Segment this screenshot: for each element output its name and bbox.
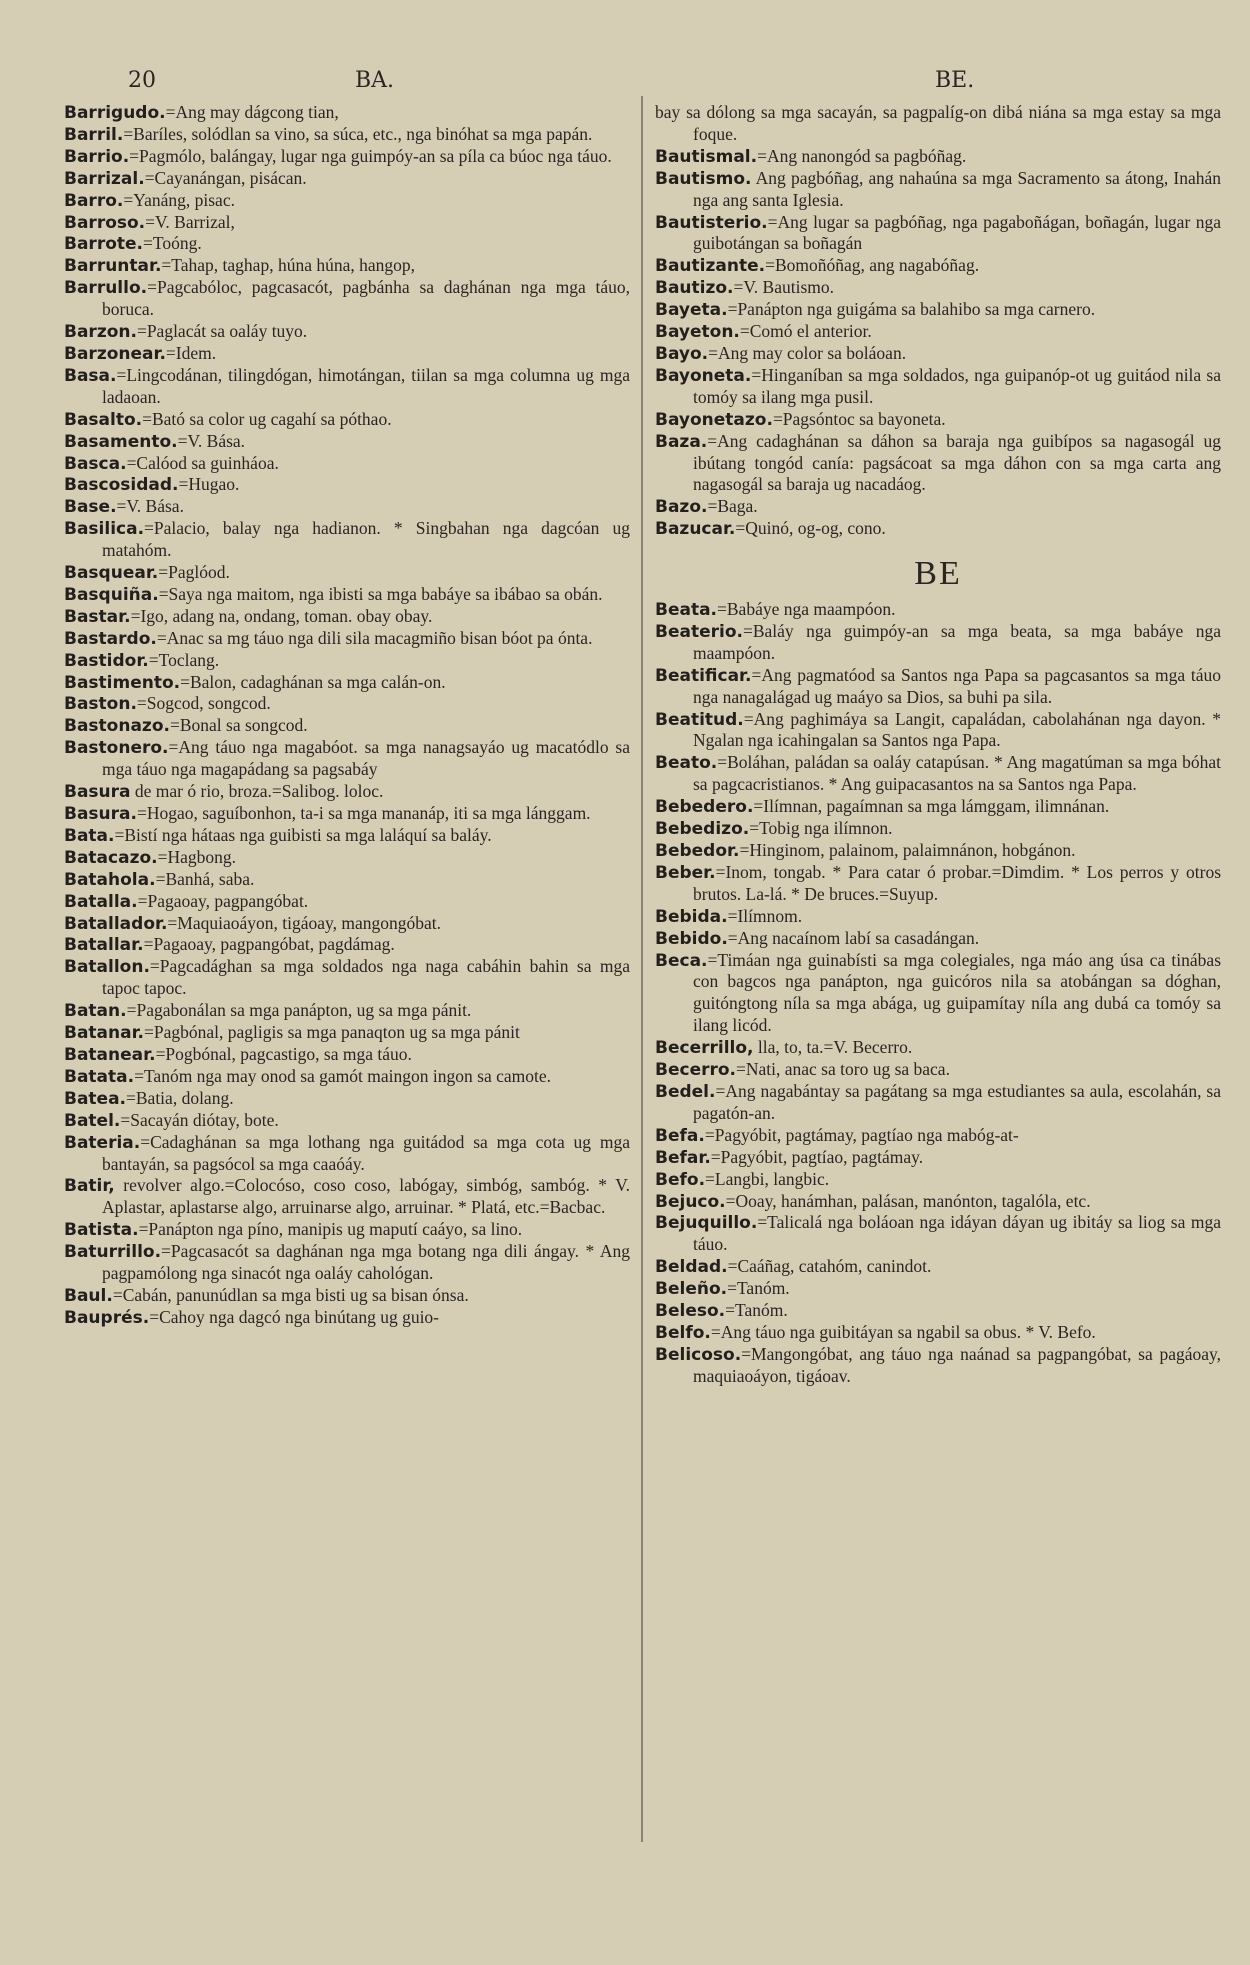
entry-headword: Bebida. — [655, 906, 728, 927]
entry-headword: Bayeton. — [655, 322, 740, 343]
entry-definition: Ang pagbóñag, ang nahaúna sa mga Sacramento sa átong, Inahán nga ang santa Iglesia. — [693, 167, 1221, 210]
entry-headword: Bascosidad. — [64, 475, 179, 496]
entry-headword: Basilica. — [64, 519, 145, 540]
entry-definition: =Ilímnan, pagaímnan sa mga lámggam, ilimnánan. — [753, 796, 1110, 817]
entry-definition: =Maquiaoáyon, tigáoay, mangongóbat. — [167, 912, 442, 933]
entry-definition: =Idem. — [165, 342, 217, 363]
entry-definition: =V. Bása. — [177, 430, 246, 451]
entry-definition: =Ang paghimáya sa Langit, capaládan, cabolahánan nga dayon. * Ngalan nga icahingalan sa Santos nga Papa. — [693, 708, 1221, 751]
left-running-head: BA. — [355, 68, 395, 93]
dictionary-entry — [64, 431, 630, 453]
entry-definition: =Pagbónal, pagligis sa mga panaqton ug sa mga pánit — [144, 1022, 520, 1043]
entry-definition: =Pagyóbit, pagtámay, pagtíao nga mabóg-at- — [704, 1124, 1019, 1145]
entry-headword: Bauprés. — [64, 1307, 150, 1328]
entry-headword: Bejuco. — [655, 1191, 726, 1212]
entry-definition: =Timáan nga guinabísti sa mga colegiales, nga máo ang úsa ca tinábas con bagcos nga panápton, nga guicóros nila sa atobángan sa dóghan, guitóngtong níla sa mga abága, ug guipamítay níla ang dubá ca tomóy sa ilang licód. — [693, 949, 1221, 1036]
entry-headword: Batalla. — [64, 891, 138, 912]
entry-headword: Barrigudo. — [64, 103, 166, 123]
entry-definition: =V. Bautismo. — [733, 277, 834, 298]
dictionary-entry — [64, 869, 630, 891]
entry-definition: =Banhá, saba. — [155, 868, 255, 889]
entry-headword: Beatitud. — [655, 709, 744, 730]
entry-definition: =Pogbónal, pagcastigo, sa mga táuo. — [155, 1043, 412, 1064]
entry-definition: =Batia, dolang. — [126, 1087, 234, 1108]
dictionary-entry — [655, 1037, 1221, 1059]
entry-definition: =Baga. — [707, 496, 758, 517]
entry-definition: =Sogcod, songcod. — [136, 693, 271, 714]
entry-headword: Belicoso. — [655, 1344, 742, 1365]
entry-definition: =Tobig nga ilímnon. — [749, 818, 893, 839]
entry-headword: Becerrillo, — [655, 1038, 754, 1059]
entry-definition: =Calóod sa guinháoa. — [126, 452, 279, 473]
dictionary-entry — [64, 102, 630, 124]
entry-definition: =Ang may color sa boláoan. — [708, 342, 907, 363]
entry-definition: =Pagsóntoc sa bayoneta. — [772, 408, 946, 429]
dictionary-entry — [64, 1175, 630, 1219]
dictionary-entry — [64, 1241, 630, 1285]
dictionary-entry — [64, 190, 630, 212]
entry-definition: =Ang may dágcong tian, — [165, 102, 339, 122]
entry-headword: Bastar. — [64, 606, 131, 627]
entry-headword: Batan. — [64, 1001, 127, 1022]
entry-headword: Barrullo. — [64, 278, 148, 299]
entry-definition: =Talicalá nga boláoan nga idáyan dáyan ug ibitáy sa liog sa mga táuo. — [693, 1212, 1221, 1255]
entry-headword: Beber. — [655, 862, 716, 883]
entry-headword: Becerro. — [655, 1060, 736, 1081]
entry-headword: Barro. — [64, 190, 124, 211]
entry-definition: =Boláhan, paládan sa oaláy catapúsan. * Ang magatúman sa mga bóhat sa pagcacristianos. * Ang guipacasantos na sa Santos nga Papa. — [693, 752, 1221, 795]
dictionary-entry — [64, 1022, 630, 1044]
dictionary-entry — [655, 102, 1221, 146]
entry-headword: Batahola. — [64, 869, 156, 890]
entry-definition: =Cadaghánan sa mga lothang nga guitádod sa mga cota ug mga bantayán, sa pagsócol sa mga caaóáy. — [102, 1131, 630, 1174]
left-column — [64, 102, 630, 1329]
dictionary-entry — [64, 1044, 630, 1066]
entry-definition: =Pagcasacót sa daghánan nga mga botang nga dili ángay. * Ang pagpamólong nga sinacót nga oaláy cahológan. — [102, 1241, 630, 1284]
dictionary-entry — [655, 928, 1221, 950]
entry-headword: Basura. — [64, 804, 137, 824]
entry-definition: =Igo, adang na, ondang, toman. obay obay. — [130, 605, 433, 626]
entry-definition: =Pagyóbit, pagtíao, pagtámay. — [710, 1146, 924, 1167]
entry-headword: Bebedor. — [655, 841, 740, 861]
entry-headword: Bayeta. — [655, 300, 728, 321]
dictionary-entry — [655, 752, 1221, 796]
entry-definition: =Baríles, solódlan sa vino, sa súca, etc., nga binóhat sa mga papán. — [123, 123, 593, 144]
entry-headword: Batallon. — [64, 957, 150, 978]
dictionary-entry — [64, 934, 630, 956]
entry-headword: Barzonear. — [64, 343, 166, 364]
entry-definition: =Lingcodánan, tilingdógan, himotángan, tiilan sa mga columna ug mga ladaoan. — [102, 364, 630, 407]
dictionary-entry — [64, 1219, 630, 1241]
entry-definition: =Ang nagabántay sa pagátang sa mga estudiantes sa aula, escolahán, sa pagatón-an. — [693, 1080, 1221, 1123]
entry-definition: =Bomoñóñag, ang nagabóñag. — [765, 255, 980, 276]
entry-headword: Barruntar. — [64, 256, 162, 277]
entry-headword: Bastidor. — [64, 650, 149, 671]
entry-definition: =Ang cadaghánan sa dáhon sa baraja nga guibípos sa nagasogál ug ibútang tongód canía: pagsácoat sa mga dáhon con sa mga carta ang nagasogál sa baraja ug nacadáog. — [693, 430, 1221, 495]
dictionary-entry — [64, 606, 630, 628]
entry-headword: Beldad. — [655, 1257, 728, 1278]
entry-headword: Batista. — [64, 1220, 139, 1241]
entry-definition: de mar ó rio, broza.=Salibog. loloc. — [130, 781, 384, 802]
entry-headword: Bata. — [64, 825, 115, 846]
entry-headword: Bejuquillo. — [655, 1213, 758, 1234]
entry-headword: Batacazo. — [64, 847, 158, 868]
entry-definition: =Ang nanongód sa pagbóñag. — [757, 145, 967, 166]
entry-definition: =Ang nacaínom labí sa casadángan. — [727, 927, 980, 948]
entry-headword: Befa. — [655, 1125, 705, 1146]
entry-definition: =V. Bása. — [116, 496, 184, 517]
section-heading-be: BE — [914, 555, 962, 593]
entry-definition: =Sacayán diótay, bote. — [120, 1109, 279, 1130]
entry-headword: Batata. — [64, 1066, 135, 1087]
dictionary-entry — [64, 474, 630, 496]
entry-definition: =Cahoy nga dagcó nga binútang ug guio- — [149, 1306, 440, 1327]
entry-headword: Bastimento. — [64, 672, 181, 693]
dictionary-entry — [655, 796, 1221, 818]
dictionary-entry — [64, 737, 630, 781]
dictionary-entry — [655, 343, 1221, 365]
dictionary-entry — [64, 693, 630, 715]
entry-headword: Bautisterio. — [655, 212, 768, 233]
entry-definition: =Nati, anac sa toro ug sa baca. — [736, 1059, 950, 1080]
entry-definition: =Bistí nga hátaas nga guibisti sa mga laláquí sa baláy. — [114, 824, 492, 845]
dictionary-entry — [64, 1088, 630, 1110]
entry-headword: Bayoneta. — [655, 365, 752, 386]
entry-definition: =Yanáng, pisac. — [123, 189, 235, 210]
entry-headword: Bautismo. — [655, 168, 752, 189]
entry-definition: =Ang lugar sa pagbóñag, nga pagaboñágan, boñagán, lugar nga guibotángan sa boñagán — [693, 211, 1221, 254]
entry-definition: =Bató sa color ug cagahí sa póthao. — [142, 408, 392, 429]
entry-headword: Basamento. — [64, 431, 178, 452]
entry-headword: Bautizante. — [655, 256, 766, 277]
dictionary-entry — [64, 1110, 630, 1132]
dictionary-entry — [64, 146, 630, 168]
dictionary-entry — [64, 781, 630, 803]
dictionary-entry — [64, 562, 630, 584]
entry-headword: Batanear. — [64, 1044, 156, 1065]
dictionary-entry — [64, 584, 630, 606]
entry-headword: Bastardo. — [64, 628, 157, 649]
right-column-top-entries — [655, 102, 1221, 540]
dictionary-entry — [655, 518, 1221, 540]
dictionary-entry — [655, 709, 1221, 753]
dictionary-entry — [655, 277, 1221, 299]
entry-headword: Batir, — [64, 1176, 115, 1197]
dictionary-entry — [655, 1278, 1221, 1300]
entry-headword: Bebido. — [655, 928, 728, 949]
dictionary-entry — [64, 518, 630, 562]
entry-headword: Beata. — [655, 600, 718, 621]
entry-definition: bay sa dólong sa mga sacayán, sa pagpalíg-on dibá niána sa mga estay sa mga foque. — [655, 102, 1221, 144]
entry-definition: =Tanóm nga may onod sa gamót maingon ingon sa camote. — [134, 1065, 551, 1086]
dictionary-entry — [64, 650, 630, 672]
dictionary-entry — [64, 124, 630, 146]
dictionary-entry — [655, 1212, 1221, 1256]
entry-definition: =Caáñag, catahóm, canindot. — [727, 1256, 932, 1277]
right-column-be-entries — [655, 599, 1221, 1388]
dictionary-entry — [64, 1132, 630, 1176]
entry-headword: Bazucar. — [655, 519, 736, 540]
dictionary-entry — [655, 1344, 1221, 1388]
entry-definition: =Pagaoay, pagpangóbat, pagdámag. — [143, 934, 395, 955]
entry-headword: Beatificar. — [655, 665, 752, 686]
entry-definition: =Babáye nga maampóon. — [717, 599, 896, 620]
entry-definition: =Tanóm. — [725, 1300, 788, 1321]
entry-definition: =Bonal sa songcod. — [169, 715, 308, 736]
dictionary-entry — [655, 1322, 1221, 1344]
dictionary-entry — [64, 1307, 630, 1329]
entry-definition: =Pagabonálan sa mga panápton, ug sa mga pánit. — [126, 1000, 472, 1021]
entry-headword: Batallar. — [64, 935, 144, 956]
dictionary-entry — [655, 621, 1221, 665]
entry-headword: Batanar. — [64, 1023, 145, 1044]
dictionary-entry — [655, 321, 1221, 343]
dictionary-entry — [655, 409, 1221, 431]
entry-definition: =Anac sa mg táuo nga dili sila macagmiño bisan bóot pa ónta. — [156, 627, 593, 648]
entry-definition: =Cayanángan, pisácan. — [144, 167, 307, 188]
dictionary-entry — [655, 906, 1221, 928]
dictionary-entry — [655, 665, 1221, 709]
entry-headword: Batea. — [64, 1088, 127, 1109]
dictionary-entry — [655, 1169, 1221, 1191]
entry-definition: =Pagaoay, pagpangóbat. — [137, 890, 309, 911]
dictionary-entry — [64, 496, 630, 518]
entry-headword: Base. — [64, 497, 117, 518]
dictionary-entry — [64, 847, 630, 869]
entry-definition: =Comó el anterior. — [739, 321, 872, 342]
dictionary-entry — [655, 599, 1221, 621]
dictionary-entry — [64, 1066, 630, 1088]
dictionary-entry — [655, 862, 1221, 906]
dictionary-entry — [64, 321, 630, 343]
entry-definition: =Pagcadághan sa mga soldados nga naga cabáhin bahin sa mga tapoc tapoc. — [102, 956, 630, 999]
entry-headword: Baturrillo. — [64, 1242, 162, 1263]
dictionary-entry — [655, 950, 1221, 1038]
entry-headword: Befo. — [655, 1169, 706, 1190]
dictionary-entry — [655, 1191, 1221, 1213]
dictionary-entry — [655, 818, 1221, 840]
dictionary-entry — [655, 1059, 1221, 1081]
entry-headword: Beato. — [655, 753, 718, 774]
entry-headword: Basura — [64, 782, 131, 803]
entry-headword: Bayonetazo. — [655, 409, 773, 430]
dictionary-entry — [64, 277, 630, 321]
entry-headword: Bastonero. — [64, 738, 169, 759]
entry-headword: Bateria. — [64, 1132, 141, 1153]
dictionary-entry — [64, 825, 630, 847]
entry-headword: Bebedero. — [655, 797, 754, 818]
dictionary-entry — [64, 453, 630, 475]
dictionary-entry — [64, 343, 630, 365]
dictionary-entry — [64, 233, 630, 255]
entry-headword: Basquiña. — [64, 584, 159, 605]
dictionary-entry — [655, 496, 1221, 518]
dictionary-entry — [655, 212, 1221, 256]
entry-headword: Batel. — [64, 1110, 121, 1131]
entry-headword: Baul. — [64, 1285, 113, 1306]
dictionary-entry — [655, 431, 1221, 497]
entry-definition: =Ang táuo nga guibitáyan sa ngabil sa obus. * V. Befo. — [710, 1321, 1096, 1342]
entry-definition: =Toóng. — [143, 233, 202, 254]
dictionary-entry — [64, 409, 630, 431]
dictionary-entry — [64, 891, 630, 913]
entry-definition: =Mangongóbat, ang táuo nga naánad sa pagpangóbat, sa pagáoay, maquiaoáyon, tigáoav. — [693, 1343, 1221, 1386]
entry-headword: Bautizo. — [655, 278, 734, 299]
entry-headword: Belfo. — [655, 1322, 711, 1343]
entry-headword: Bebedizo. — [655, 819, 750, 840]
entry-headword: Bautismal. — [655, 146, 758, 167]
dictionary-entry — [64, 1000, 630, 1022]
entry-headword: Barrote. — [64, 234, 143, 255]
dictionary-entry — [64, 365, 630, 409]
entry-headword: Basca. — [64, 453, 127, 474]
entry-definition: =Pagcabóloc, pagcasacót, pagbánha sa daghánan nga mga táuo, boruca. — [102, 277, 630, 320]
entry-definition: =Inom, tongab. * Para catar ó probar.=Dimdim. * Los perros y otros brutos. La-lá. * De bruces.=Suyup. — [693, 861, 1221, 904]
entry-headword: Beca. — [655, 950, 708, 971]
entry-definition: =Palacio, balay nga hadianon. * Singbahan nga dagcóan ug matahóm. — [102, 518, 630, 561]
entry-definition: =Baláy nga guimpóy-an sa mga beata, sa mga babáye nga maampóon. — [693, 620, 1221, 663]
dictionary-entry — [655, 299, 1221, 321]
entry-headword: Batallador. — [64, 913, 168, 934]
entry-headword: Basalto. — [64, 409, 143, 430]
entry-definition: =Panápton nga píno, manipis ug maputí caáyo, sa lino. — [138, 1219, 523, 1240]
dictionary-entry — [64, 255, 630, 277]
entry-definition: =Hogao, saguíbonhon, ta-i sa mga mananáp, iti sa mga lánggam. — [136, 803, 591, 823]
dictionary-entry — [64, 956, 630, 1000]
entry-headword: Basa. — [64, 365, 117, 386]
entry-definition: revolver algo.=Colocóso, coso coso, labógay, simbóg, sambóg. * V. Aplastar, aplastarse algo, arruinarse algo, arruinar. * Platá, etc.=Bacbac. — [102, 1175, 630, 1218]
dictionary-entry — [655, 840, 1221, 862]
entry-headword: Barrizal. — [64, 168, 145, 189]
entry-definition: =Langbi, langbic. — [705, 1168, 830, 1189]
dictionary-entry — [64, 628, 630, 650]
entry-headword: Bastonazo. — [64, 716, 170, 737]
dictionary-entry — [655, 1081, 1221, 1125]
entry-definition: =Paglóod. — [158, 562, 230, 583]
entry-definition: =Pagmólo, balángay, lugar nga guimpóy-an sa píla ca búoc nga táuo. — [129, 145, 612, 166]
dictionary-entry — [64, 715, 630, 737]
entry-definition: =Cabán, panunúdlan sa mga bisti ug sa bisan ónsa. — [112, 1284, 469, 1305]
entry-definition: =Quinó, og-og, cono. — [735, 518, 886, 539]
column-divider — [641, 96, 643, 1842]
entry-headword: Barroso. — [64, 212, 146, 233]
entry-definition: =Paglacát sa oaláy tuyo. — [136, 321, 308, 342]
dictionary-entry — [64, 803, 630, 825]
entry-headword: Bazo. — [655, 497, 708, 518]
right-running-head: BE. — [935, 68, 975, 93]
entry-definition: =Panápton nga guigáma sa balahibo sa mga carnero. — [727, 299, 1096, 320]
entry-definition: =Saya nga maitom, nga ibisti sa mga babáye sa ibábao sa obán. — [158, 583, 603, 604]
entry-definition: =Balon, cadaghánan sa mga calán-on. — [180, 671, 446, 692]
entry-definition: lla, to, ta.=V. Becerro. — [753, 1037, 913, 1058]
dictionary-entry — [655, 1125, 1221, 1147]
entry-headword: Barzon. — [64, 322, 137, 343]
entry-headword: Baston. — [64, 694, 137, 715]
entry-definition: =Ang pagmatóod sa Santos nga Papa sa pagcasantos sa mga táuo nga nanagalágad ug maáyo sa Dios, sa buhi pa sila. — [693, 664, 1221, 707]
entry-definition: =Hagbong. — [157, 846, 237, 867]
dictionary-entry — [655, 168, 1221, 212]
page-number: 20 — [128, 68, 156, 93]
dictionary-entry — [655, 365, 1221, 409]
entry-headword: Bayo. — [655, 343, 709, 364]
entry-definition: =Tahap, taghap, húna húna, hangop, — [161, 255, 415, 276]
entry-definition: =Ooay, hanámhan, palásan, manónton, tagalóla, etc. — [725, 1190, 1091, 1211]
entry-definition: =Ilímnom. — [727, 905, 803, 926]
entry-headword: Beaterio. — [655, 621, 743, 642]
entry-definition: =Hugao. — [178, 474, 240, 495]
dictionary-entry — [64, 212, 630, 234]
dictionary-entry — [655, 1300, 1221, 1322]
entry-definition: =Toclang. — [148, 649, 220, 670]
dictionary-entry — [655, 255, 1221, 277]
dictionary-entry — [64, 168, 630, 190]
entry-definition: =V. Barrizal, — [145, 211, 235, 232]
entry-headword: Barril. — [64, 124, 124, 145]
entry-headword: Beleño. — [655, 1279, 728, 1300]
entry-headword: Basquear. — [64, 563, 159, 584]
entry-headword: Beleso. — [655, 1301, 726, 1322]
entry-definition: =Hinginom, palainom, palaimnánon, hobgánon. — [739, 840, 1076, 860]
entry-headword: Barrio. — [64, 146, 130, 167]
dictionary-entry — [655, 146, 1221, 168]
dictionary-entry — [655, 1256, 1221, 1278]
entry-definition: =Ang táuo nga magabóot. sa mga nanagsayáo ug macatódlo sa mga táuo nga magapádang sa pagsabáy — [102, 737, 630, 780]
dictionary-entry — [64, 1285, 630, 1307]
entry-definition: =Tanóm. — [727, 1278, 790, 1299]
entry-headword: Baza. — [655, 431, 708, 452]
entry-definition: =Hinganíban sa mga soldados, nga guipanóp-ot ug guitáod nila sa tomóy sa ilang mga pusil. — [693, 364, 1221, 407]
dictionary-entry — [64, 913, 630, 935]
dictionary-entry — [64, 672, 630, 694]
entry-headword: Bedel. — [655, 1081, 716, 1102]
dictionary-entry — [655, 1147, 1221, 1169]
entry-headword: Befar. — [655, 1147, 711, 1168]
right-column — [655, 102, 1221, 1388]
